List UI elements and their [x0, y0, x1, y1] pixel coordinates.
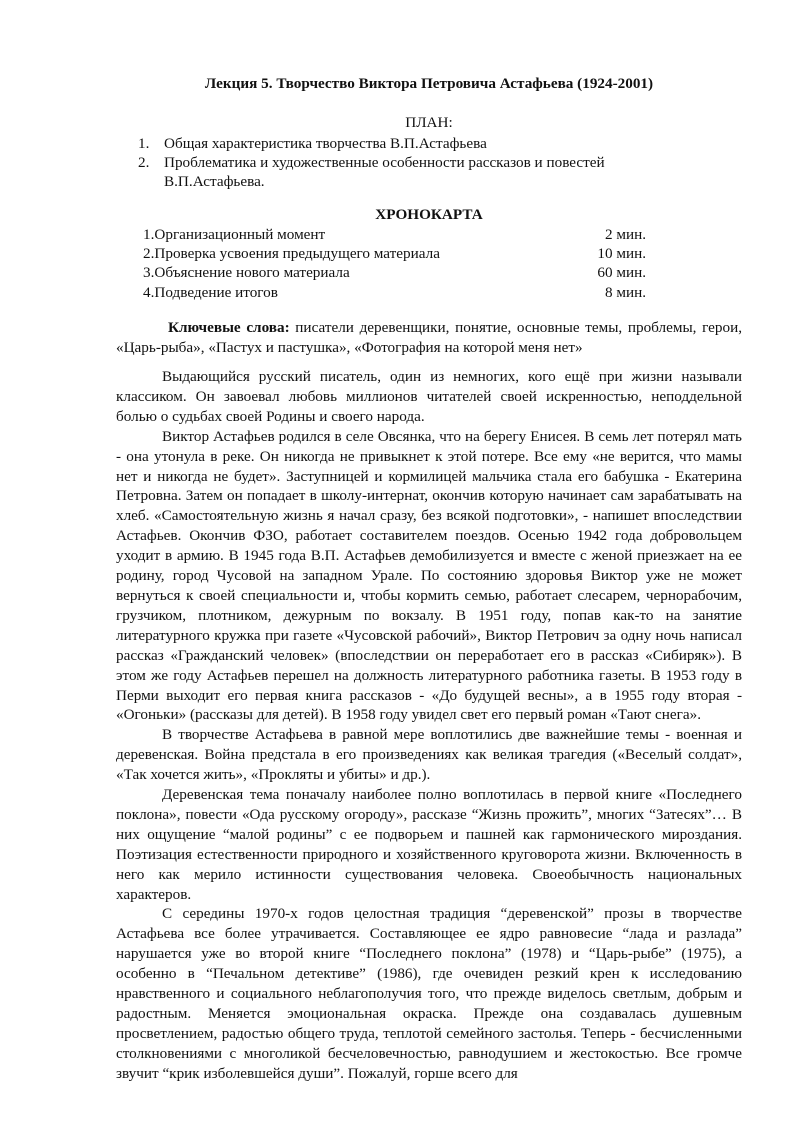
chronocard-time: 2 мин. — [604, 226, 646, 243]
body-paragraph: Виктор Астафьев родился в селе Овсянка, что на берегу Енисея. В семь лет потерял мать - она утонула в реке. Он никогда не привыкнет к этой потере. Все ему «не верится, что мамы нет и никогда не будет». Заступницей и кормилицей мальчика стала его бабушка - Екатерина Петровна. Затем он попадает в школу-интернат, окончив которую начинает сам зарабатывать на хлеб. «Самостоятельную жизнь я начал сразу, без всякой подготовки», - напишет впоследствии Астафьев. Окончив ФЗО, работает составителем поездов. Осенью 1942 года добровольцем уходит в армию. В 1945 года В.П. Астафьев демобилизуется и вместе с женой приезжает на ее родину, город Чусовой на западном Урале. По состоянию здоровья Виктор уже не может вернуться к своей специальности и, чтобы кормить семью, работает слесарем, чернорабочим, грузчиком, плотником, дежурным по вокзалу. В 1951 году, попав как-то на занятие литературного кружка при газете «Чусовской рабочий», Виктор Петрович за одну ночь написал рассказ «Гражданский человек» (впоследствии он переработает его в рассказ «Сибиряк»). В этом же году Астафьев перешел на должность литературного работника газеты. В 1953 году в Перми выходит его первая книга рассказов - «До будущей весны», а в 1955 году вторая - «Огоньки» (рассказы для детей). В 1958 году увидел свет его первый роман «Тают снега». — [116, 427, 742, 724]
chronocard-label: 4.Подведение итогов — [143, 283, 278, 301]
chronocard-label: 3.Объяснение нового материала — [143, 264, 350, 282]
plan-list — [138, 134, 658, 191]
keywords-text: писатели деревенщики, понятие, основные темы, проблемы, герои, «Царь-рыба», «Пастух и пастушка», «Фотография на которой меня нет» — [116, 319, 742, 356]
plan-item-number: 1. — [138, 135, 150, 152]
chronocard-row — [143, 283, 646, 302]
plan-item — [138, 134, 658, 153]
chronocard-time: 60 мин. — [597, 264, 646, 282]
keywords-paragraph — [116, 318, 742, 358]
chronocard-table — [143, 225, 646, 302]
plan-heading: ПЛАН: — [405, 114, 453, 131]
page-title: Лекция 5. Творчество Виктора Петровича Астафьева (1924-2001) — [204, 75, 654, 92]
plan-item-number: 2. — [138, 154, 150, 171]
chronocard-time: 8 мин. — [604, 283, 646, 301]
chronocard-row — [143, 263, 646, 282]
body-paragraph: С середины 1970-х годов целостная традиция “деревенской” прозы в творчестве Астафьева все более утрачивается. Составляющее ее ядро равновесие “лада и разлада” нарушается уже во второй книге “Последнего поклона” (1978) и “Царь-рыбе” (1975), а особенно в “Печальном детективе” (1986), где очевиден резкий крен к исследованию нравственного и социального неблагополучия того, что прежде виделось светлым, добрым и радостным. Меняется эмоциональная окраска. Прежде она создавалась душевным просветлением, радостью общего труда, теплотой семейного застолья. Теперь - бесчисленными столкновениями с многоликой бесчеловечностью, равнодушием и жестокостью. Все громче звучит “крик изболевшейся души”. Пожалуй, горше всего для — [116, 905, 742, 1082]
plan-item-text: Общая характеристика творчества В.П.Астафьева — [164, 135, 487, 152]
chronocard-row — [143, 225, 646, 244]
chronocard-label: 1.Организационный момент — [143, 226, 326, 243]
plan-item — [138, 153, 658, 191]
body-paragraph: Деревенская тема поначалу наиболее полно воплотилась в первой книге «Последнего поклона», повести «Ода русскому огороду», рассказе “Жизнь прожить”, многих “Затесях”… В них ощущение “малой родины” с ее подворьем и пашней как гармонического мироздания. Поэтизация естественности природного и хозяйственного круговорота жизни. Включенность в него как мерило истинности существования человека. Своеобычность национальных характеров. — [116, 786, 742, 903]
body-paragraph: Выдающийся русский писатель, один из немногих, кого ещё при жизни называли классиком. Он завоевал любовь миллионов читателей своей искренностью, неподдельной болью о судьбах своей Родины и своего народа. — [116, 368, 742, 425]
chronocard-row — [143, 244, 646, 263]
plan-item-text: Проблематика и художественные особенности рассказов и повестей В.П.Астафьева. — [164, 154, 605, 190]
lecture-body — [116, 367, 742, 1084]
body-paragraph: В творчестве Астафьева в равной мере воплотились две важнейшие темы - военная и деревенская. Война предстала в его произведениях как великая трагедия («Веселый солдат», «Так хочется жить», «Прокляты и убиты» и др.). — [116, 726, 742, 784]
chronocard-heading: ХРОНОКАРТА — [375, 206, 483, 223]
keywords-label: Ключевые слова: — [168, 319, 290, 336]
chronocard-label: 2.Проверка усвоения предыдущего материала — [143, 245, 440, 263]
chronocard-time: 10 мин. — [597, 245, 646, 263]
